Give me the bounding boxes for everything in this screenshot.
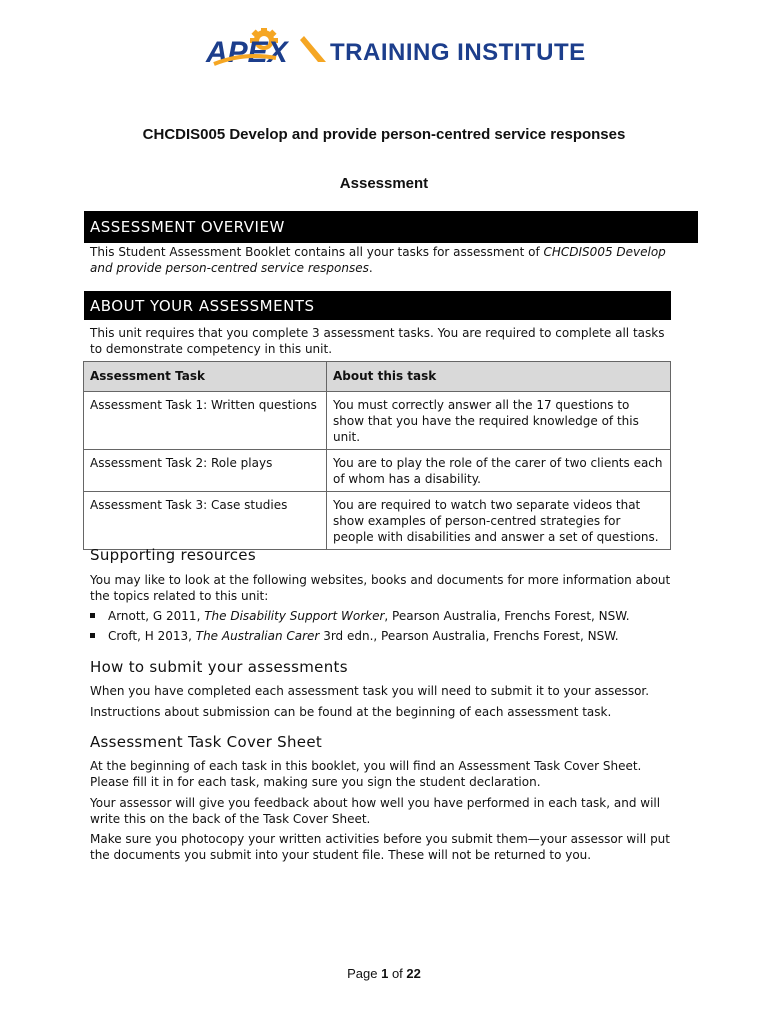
bullet-icon: [90, 613, 95, 618]
table-cell: You must correctly answer all the 17 questions to show that you have the required knowledge of this unit.: [327, 392, 671, 450]
section-heading-overview: ASSESSMENT OVERVIEW: [84, 211, 698, 243]
overview-text-end: .: [368, 261, 373, 275]
table-cell: Assessment Task 1: Written questions: [84, 392, 327, 450]
cover-paragraph: At the beginning of each task in this booklet, you will find an Assessment Task Cover Sheet. Please fill it in for each task, making sure you sign the student declaration.: [90, 759, 642, 789]
table-row: [84, 450, 671, 492]
table-cell: You are to play the role of the carer of two clients each of whom has a disability.: [327, 450, 671, 492]
list-item: Croft, H 2013, The Australian Carer 3rd edn., Pearson Australia, Frenchs Forest, NSW.: [90, 628, 619, 644]
apex-logo-mark: [204, 28, 328, 74]
table-cell: Assessment Task 2: Role plays: [84, 450, 327, 492]
submit-paragraph: When you have completed each assessment task you will need to submit it to your assessor.: [90, 684, 650, 698]
heading-supporting-resources: Supporting resources: [90, 546, 256, 564]
overview-text: This Student Assessment Booklet contains all your tasks for assessment of: [90, 245, 544, 259]
bullet-icon: [90, 633, 95, 638]
institute-name: TRAINING INSTITUTE: [330, 39, 586, 66]
overview-unit-name: CHCDIS005 Develop and provide person-centred service responses: [90, 245, 666, 275]
page-title: CHCDIS005 Develop and provide person-centred service responses: [142, 126, 626, 143]
overview-paragraph: [90, 244, 690, 276]
apex-logo-wordmark: APEX: [206, 36, 288, 69]
page-label: Page: [347, 966, 378, 981]
resources-intro: You may like to look at the following websites, books and documents for more information about the topics related to this unit:: [90, 573, 671, 603]
table-row: [84, 392, 671, 450]
cover-paragraph: Your assessor will give you feedback about how well you have performed in each task, and will write this on the back of the Task Cover Sheet.: [90, 796, 661, 826]
table-header: Assessment Task: [84, 362, 327, 392]
page-total: 22: [406, 966, 421, 981]
submit-paragraph: Instructions about submission can be found at the beginning of each assessment task.: [90, 705, 612, 719]
page-footer: [0, 966, 768, 981]
of-label: of: [391, 966, 403, 981]
page-number: 1: [381, 966, 389, 981]
heading-cover-sheet: Assessment Task Cover Sheet: [90, 733, 323, 751]
assessment-task-table: [83, 361, 671, 550]
about-intro: This unit requires that you complete 3 assessment tasks. You are required to complete all tasks to demonstrate competency in this unit.: [90, 326, 665, 356]
apex-logo: [204, 28, 586, 74]
table-cell: Assessment Task 3: Case studies: [84, 492, 327, 550]
section-heading-about: ABOUT YOUR ASSESSMENTS: [84, 291, 671, 320]
cover-paragraph: Make sure you photocopy your written activities before you submit them—your assessor will put the documents you submit into your student file. These will not be returned to you.: [90, 832, 670, 862]
heading-how-to-submit: How to submit your assessments: [90, 658, 348, 676]
page-subtitle: Assessment: [339, 175, 429, 192]
list-item: Arnott, G 2011, The Disability Support Worker, Pearson Australia, Frenchs Forest, NSW.: [90, 608, 630, 624]
table-header: About this task: [327, 362, 671, 392]
table-row: [84, 492, 671, 550]
table-cell: You are required to watch two separate videos that show examples of person-centred strategies for people with disabilities and answer a set of questions.: [327, 492, 671, 550]
table-header-row: [84, 362, 671, 392]
